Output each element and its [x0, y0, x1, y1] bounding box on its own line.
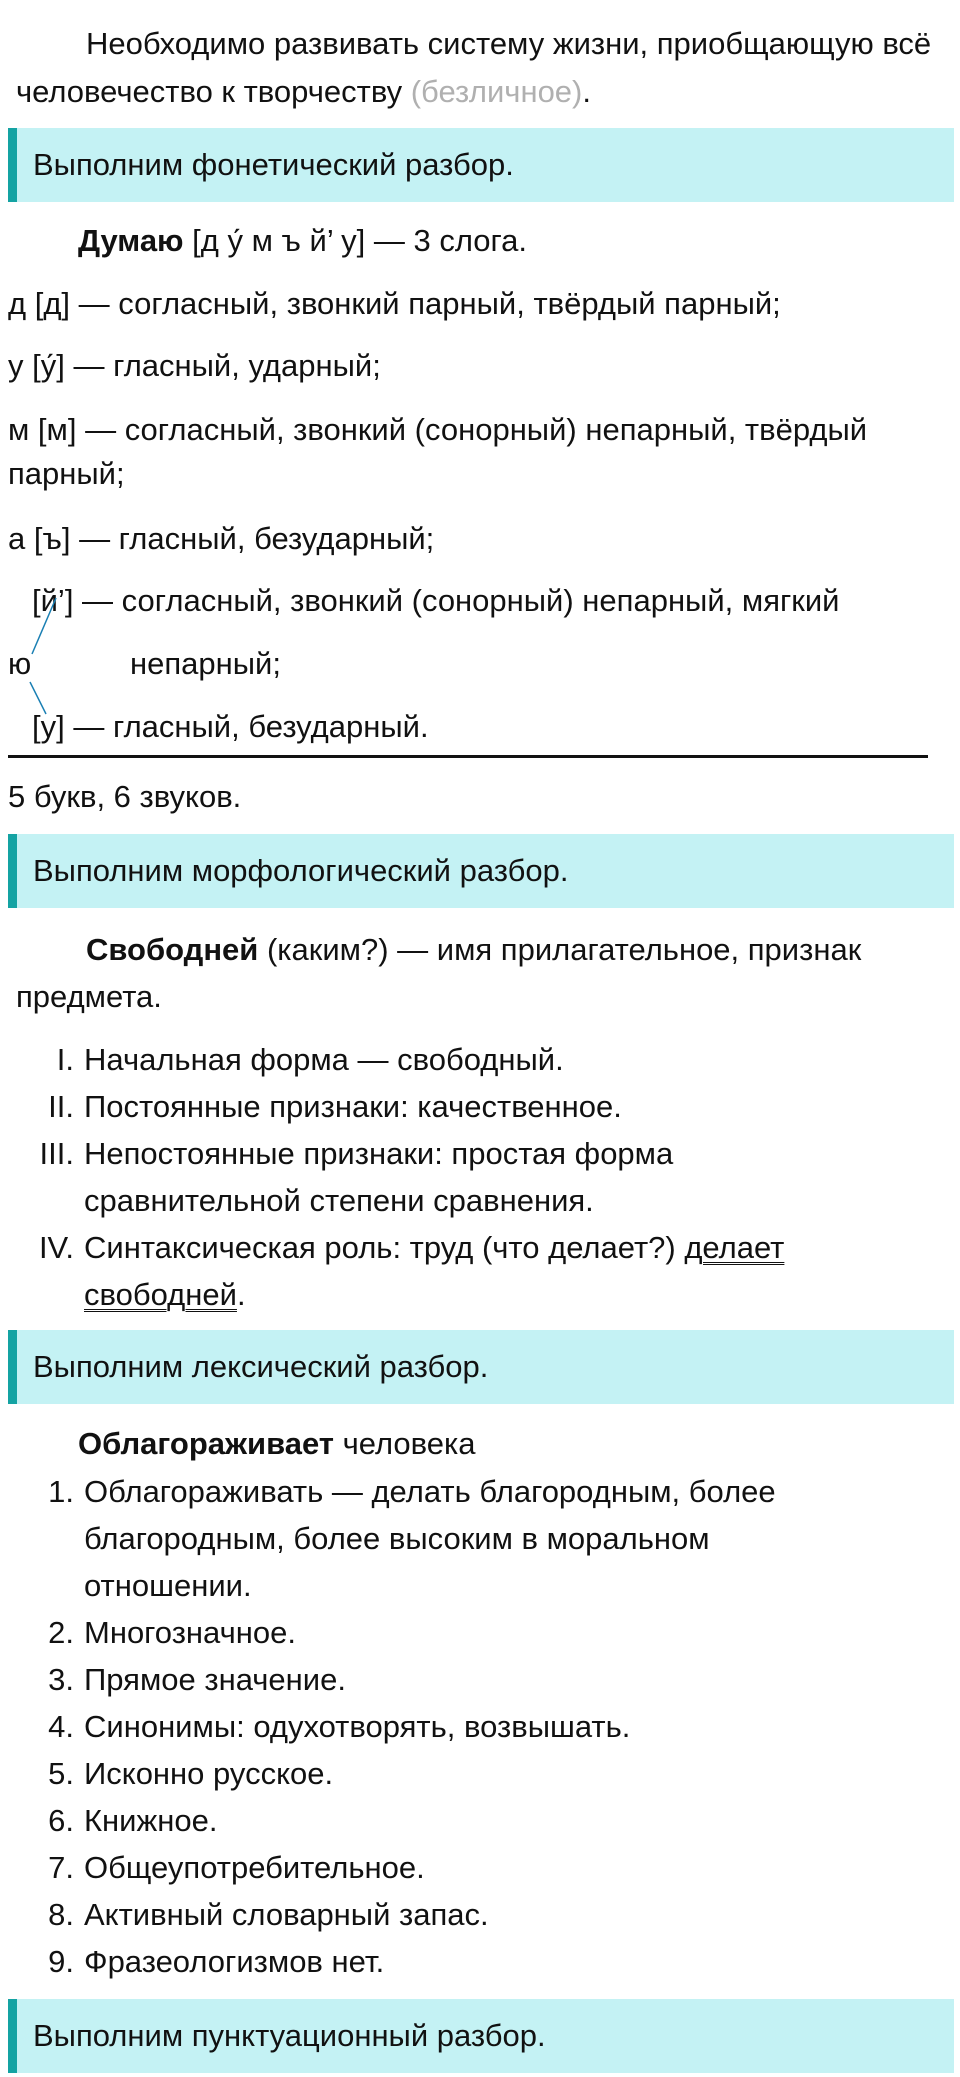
phonetic-line-2: у [у́] — гласный, ударный; — [8, 348, 381, 383]
morph-list — [8, 1036, 948, 1318]
morph-item-marker: II. — [48, 1089, 74, 1124]
lexical-word: Облагораживает — [78, 1426, 334, 1461]
section-header-punct — [8, 1999, 954, 2073]
section-header-phonetic — [8, 128, 954, 202]
phonetic-line-1: д [д] — согласный, звонкий парный, твёрдый парный; — [8, 286, 781, 321]
morph-item-text: Синтаксическая роль: труд (что делает?) делает свободней. — [84, 1230, 785, 1312]
intro-muted-note: (безличное) — [410, 74, 583, 109]
yu-sound-2: [у] — гласный, безударный. — [32, 709, 429, 744]
lexical-word-rest: человека — [333, 1426, 476, 1461]
section-title-morph: Выполним морфологический разбор. — [33, 853, 569, 889]
morph-intro-rest: (каким?) — имя прилагательное, признак предмета. — [16, 932, 862, 1014]
lexical-item-2: 2. Многозначное. — [48, 1615, 296, 1650]
intro-text: Необходимо развивать систему жизни, приобщающую всё человечество к творчеству — [16, 26, 932, 109]
morph-item-2 — [8, 1083, 948, 1130]
yu-letter: ю — [8, 646, 32, 681]
intro-paragraph — [8, 20, 948, 116]
lexical-list — [8, 1468, 948, 1985]
section-title-lexical: Выполним лексический разбор. — [33, 1349, 489, 1385]
phonetic-summary: 5 букв, 6 звуков. — [8, 779, 242, 814]
lexical-item-1: 1. Облагораживать — делать благородным, более благородным, более высоким в моральном отношении. — [48, 1474, 776, 1603]
section-title-punct: Выполним пунктуационный разбор. — [33, 2018, 546, 2054]
yu-sound-1-continued: непарный; — [130, 646, 281, 681]
yu-connector-lines — [20, 590, 60, 720]
lexical-item-9: 9. Фразеологизмов нет. — [48, 1944, 385, 1979]
lexical-item-8: 8. Активный словарный запас. — [48, 1897, 489, 1932]
section-header-morph — [8, 834, 954, 908]
morph-item-4 — [8, 1224, 948, 1318]
divider-rule — [8, 755, 928, 758]
morph-word: Свободней — [86, 932, 259, 967]
section-title-phonetic: Выполним фонетический разбор. — [33, 147, 514, 183]
morph-item-marker: IV. — [38, 1230, 74, 1265]
lexical-item-7: 7. Общеупотребительное. — [48, 1850, 425, 1885]
morph-item-text: Непостоянные признаки: простая форма сравнительной степени сравнения. — [84, 1136, 674, 1218]
underlined-predicate: делает свободней — [84, 1230, 785, 1312]
phonetic-line-4: а [ъ] — гласный, безударный; — [8, 521, 435, 556]
intro-end: . — [582, 74, 591, 109]
morph-item-3 — [8, 1130, 948, 1224]
morph-item-text: Начальная форма — свободный. — [84, 1042, 564, 1077]
phonetic-word: Думаю — [78, 223, 184, 258]
morph-item-marker: III. — [39, 1136, 74, 1171]
yu-sound-1: [й’] — согласный, звонкий (сонорный) непарный, мягкий — [32, 583, 840, 618]
morph-item-marker: I. — [56, 1042, 74, 1077]
morph-intro — [8, 926, 948, 1020]
morph-item-text: Постоянные признаки: качественное. — [84, 1089, 622, 1124]
morph-item-1 — [8, 1036, 948, 1083]
phonetic-word-line — [8, 220, 948, 262]
lexical-item-4: 4. Синонимы: одухотворять, возвышать. — [48, 1709, 631, 1744]
lexical-word-line — [8, 1420, 948, 1467]
lexical-item-3: 3. Прямое значение. — [48, 1662, 346, 1697]
phonetic-line-3: м [м] — согласный, звонкий (сонорный) непарный, твёрдый парный; — [8, 412, 868, 491]
phonetic-transcription: [д у́ м ъ й’ у] — 3 слога. — [183, 223, 528, 258]
section-header-lexical — [8, 1330, 954, 1404]
lexical-item-6: 6. Книжное. — [48, 1803, 218, 1838]
lexical-item-5: 5. Исконно русское. — [48, 1756, 334, 1791]
